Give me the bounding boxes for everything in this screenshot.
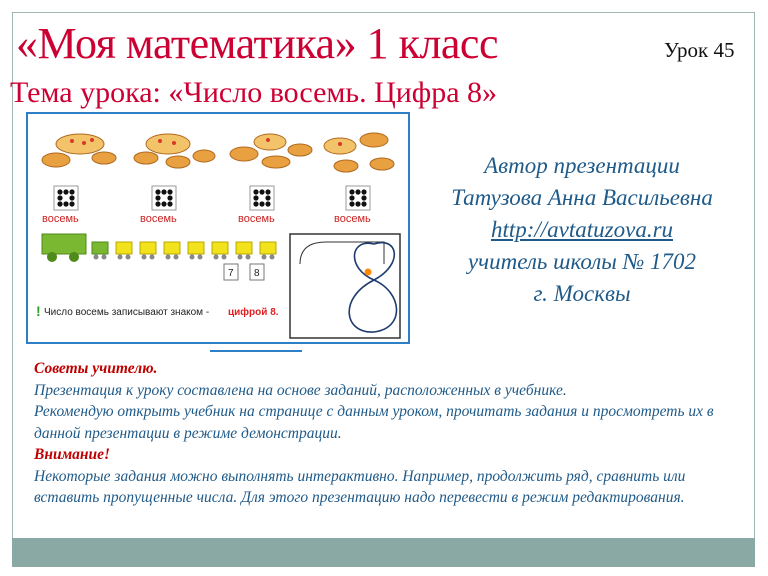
number-8: 8 <box>254 268 260 279</box>
illustration-graphic <box>28 114 408 342</box>
author-school: учитель школы № 1702 <box>467 249 697 274</box>
notes-heading-tips: Советы учителю. <box>34 360 158 377</box>
count-word-3: восемь <box>238 213 275 225</box>
dot-card-3 <box>250 186 274 210</box>
count-word-1: восемь <box>42 213 79 225</box>
pizza-group-4 <box>324 133 394 172</box>
train <box>42 234 276 262</box>
author-heading: Автор презентации <box>484 153 680 178</box>
pizza-group-2 <box>134 134 215 168</box>
teacher-notes <box>34 358 734 509</box>
author-block <box>422 150 742 310</box>
notes-paragraph-2: Рекомендую открыть учебник на странице с данным уроком, прочитать задания и просмотреть их в данной презентации в режиме демонстрации. <box>34 403 714 442</box>
lesson-number: Урок 45 <box>664 38 735 62</box>
caption-exclamation: ! <box>36 303 41 319</box>
notes-heading-attention: Внимание! <box>34 446 111 463</box>
number-7: 7 <box>228 268 234 279</box>
dot-card-4 <box>346 186 370 210</box>
count-word-4: восемь <box>334 213 371 225</box>
slide-bottom-bar <box>12 538 755 567</box>
slide-title: «Моя математика» 1 класс <box>16 19 498 68</box>
pizza-group-1 <box>42 134 116 167</box>
caption-highlight: цифрой 8. <box>228 307 279 318</box>
author-name: Татузова Анна Васильевна <box>451 185 713 210</box>
author-website-link[interactable]: http://avtatuzova.ru <box>490 217 674 242</box>
author-city: г. Москвы <box>533 281 631 306</box>
dot-card-2 <box>152 186 176 210</box>
notes-paragraph-3: Некоторые задания можно выполнять интерактивно. Например, продолжить ряд, сравнить или вставить пропущенные числа. Для этого презентацию надо перевести в режим редактирования. <box>34 467 686 506</box>
caption-text: Число восемь записывают знаком - <box>44 307 210 318</box>
lesson-topic: Тема урока: «Число восемь. Цифра 8» <box>10 76 498 109</box>
illustration-underline <box>210 350 302 352</box>
dot-card-1 <box>54 186 78 210</box>
pizza-group-3 <box>230 134 312 168</box>
lesson-illustration <box>26 112 410 344</box>
digit-eight-writing-grid <box>290 234 400 338</box>
count-word-2: восемь <box>140 213 177 225</box>
notes-paragraph-1: Презентация к уроку составлена на основе заданий, расположенных в учебнике. <box>34 381 567 399</box>
